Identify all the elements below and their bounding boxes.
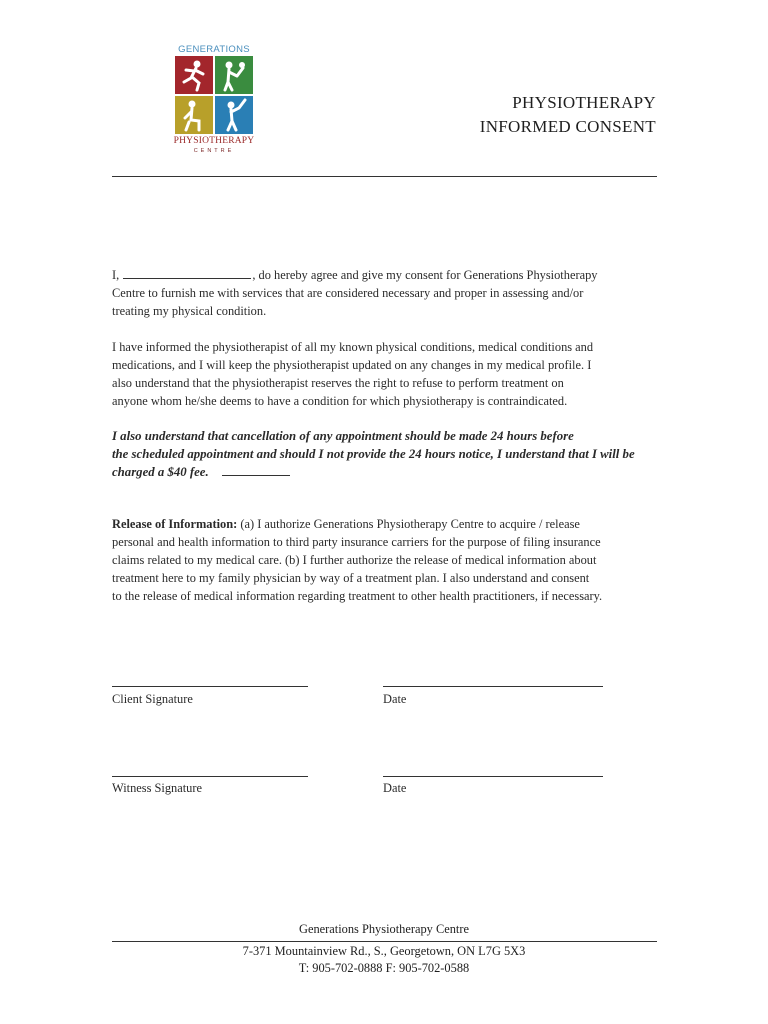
header-divider [112,176,657,177]
logo-bottom-small-text: CENTRE [193,148,235,154]
footer-address: 7-371 Mountainview Rd., S., Georgetown, ON L7G 5X3 [242,944,526,958]
cancellation-paragraph [112,427,672,481]
footer-divider [112,941,657,942]
logo-bottom-text: PHYSIOTHERAPY [173,136,255,146]
release-line-1: (a) I authorize Generations Physiotherapy Centre to acquire / release [237,517,580,531]
release-line-3: claims related to my medical care. (b) I further authorize the release of medical information about [112,553,597,567]
release-line-4: treatment here to my family physician by way of a treatment plan. I also understand and consent [112,571,590,585]
footer-name: Generations Physiotherapy Centre [299,922,469,936]
page-title-line-1: PHYSIOTHERAPY [512,93,656,112]
witness-date-line[interactable] [383,776,603,777]
name-blank-field[interactable] [123,277,251,279]
cancellation-line-3: charged a $40 fee. [112,465,209,479]
client-signature-label: Client Signature [112,692,193,706]
logo [172,44,256,156]
consent-prefix: I, [112,268,120,282]
page-title-line-2: INFORMED CONSENT [479,117,656,136]
initials-blank-field[interactable] [222,474,290,476]
medical-info-paragraph [112,338,672,410]
medical-info-line-2: medications, and I will keep the physiotherapist updated on any changes in my medical profile. I [112,358,592,372]
medical-info-line-3: also understand that the physiotherapist reserves the right to refuse to perform treatment on [112,376,564,390]
release-line-2: personal and health information to third party insurance carriers for the purpose of filing insurance [112,535,601,549]
footer-phone: T: 905-702-0888 F: 905-702-0588 [298,961,470,975]
client-signature-line[interactable] [112,686,308,687]
witness-date-label: Date [383,781,407,795]
consent-line-2: Centre to furnish me with services that are considered necessary and proper in assessing and/or [112,286,584,300]
client-date-line[interactable] [383,686,603,687]
witness-signature-line[interactable] [112,776,308,777]
golfer-icon [215,96,253,134]
cancellation-line-1: I also understand that cancellation of any appointment should be made 24 hours before [112,429,574,443]
medical-info-line-4: anyone whom he/she deems to have a condition for which physiotherapy is contraindicated. [112,394,568,408]
release-heading: Release of Information: [112,517,238,531]
logo-top-text: GENERATIONS [178,44,250,55]
consent-paragraph [112,266,672,320]
release-line-5: to the release of medical information regarding treatment to other health practitioners, if necessary. [112,589,603,603]
release-paragraph [112,515,672,605]
seated-figure-icon [175,96,213,134]
consent-line-1: , do hereby agree and give my consent for Generations Physiotherapy [252,268,598,282]
cancellation-line-2: the scheduled appointment and should I not provide the 24 hours notice, I understand that I will be [112,447,635,461]
witness-signature-label: Witness Signature [112,781,203,795]
client-date-label: Date [383,692,407,706]
medical-info-line-1: I have informed the physiotherapist of all my known physical conditions, medical conditions and [112,340,594,354]
runner-icon [175,56,213,94]
therapist-icon [215,56,253,94]
consent-line-3: treating my physical condition. [112,304,267,318]
